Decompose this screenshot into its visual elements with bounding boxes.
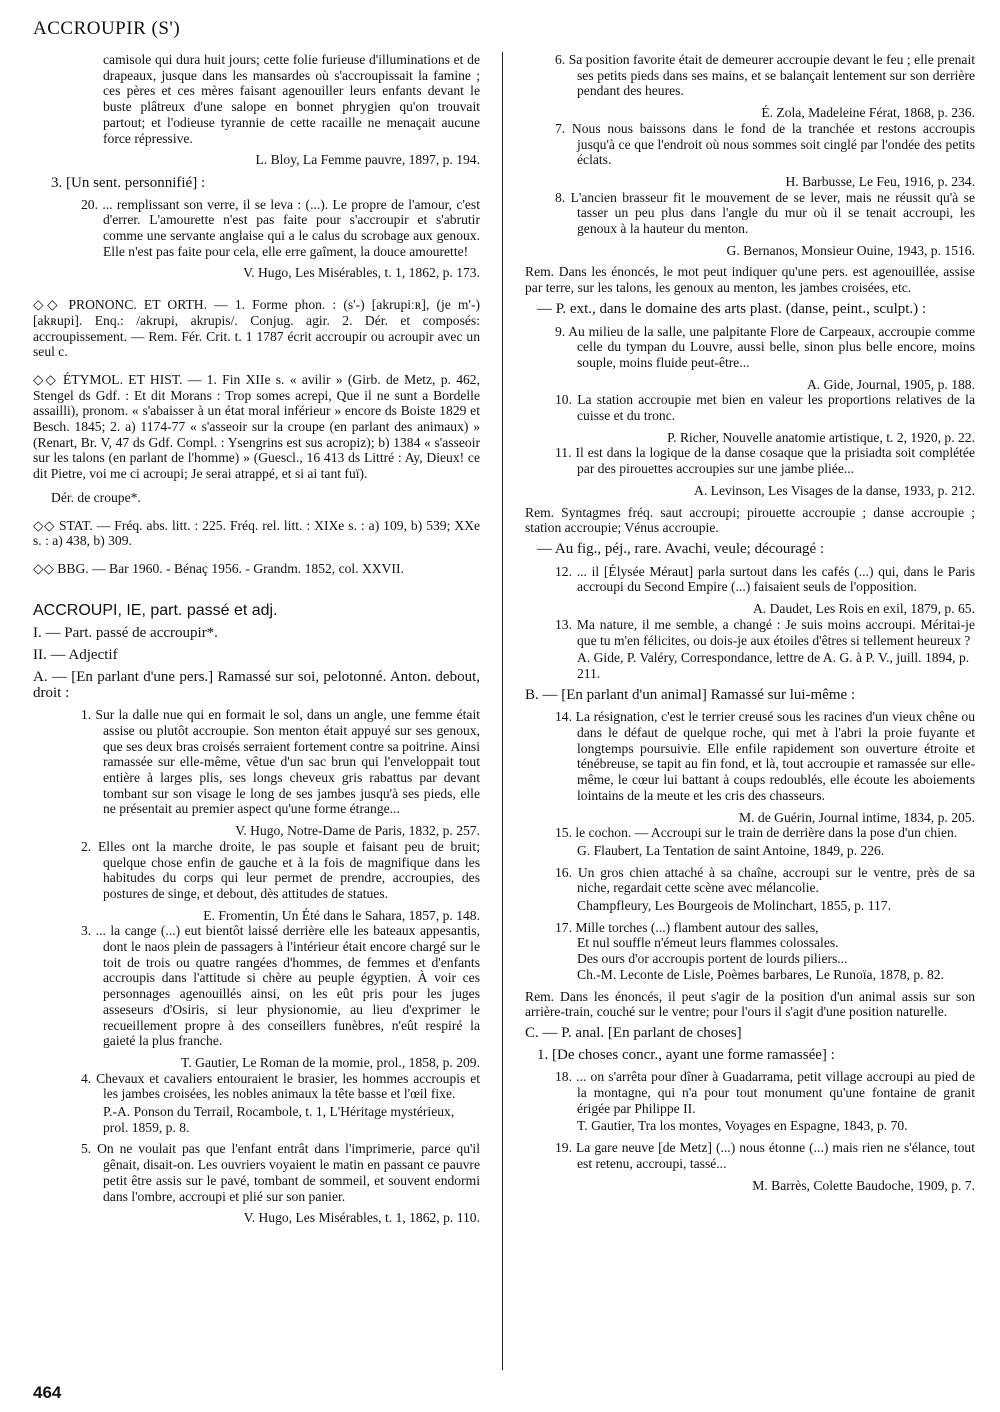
quote-source: E. Fromentin, Un Été dans le Sahara, 1857, p. 148. [203, 907, 480, 923]
stat-section: ◇◇ STAT. — Fréq. abs. litt. : 225. Fréq. rel. litt. : XIXe s. : a) 109, b) 539; XXe s. : a) 438, b) 309. [33, 517, 480, 549]
quote-source: A. Daudet, Les Rois en exil, 1879, p. 65. [752, 601, 975, 617]
quote-text: le cochon. — Accroupi sur le train de derrière dans la pose d'un chien. [575, 825, 958, 841]
remark: Rem. Dans les énoncés, il peut s'agir de la position d'un animal assis sur son arrière-train, couché sur le ventre; pour l'ours il s'agit d'une position naturelle. [525, 988, 975, 1020]
quote-10: 10. La station accroupie met bien en valeur les proportions relatives de la cuisse et du tronc. [555, 392, 975, 424]
ext-heading: — P. ext., dans le domaine des arts plast. (danse, peint., sculpt.) : [537, 300, 927, 317]
quote-13: 13. Ma nature, il me semble, a changé : Je suis moins accroupi. Méritai-je que tu m'en félicites, ou dois-je aux étoiles d'êtres si tellement heureux ? [555, 616, 975, 648]
page-header-title: ACCROUPIR (S') [33, 18, 181, 39]
quote-source: T. Gautier, Le Roman de la momie, prol., 1858, p. 209. [181, 1054, 480, 1070]
quote-number: 20. [81, 196, 98, 212]
quote-20 [33, 197, 480, 260]
quote-source: A. Gide, Journal, 1905, p. 188. [806, 376, 975, 392]
column-divider [502, 52, 503, 1370]
verse-line: Mille torches (...) flambent autour des salles, [575, 919, 819, 935]
quote-source: V. Hugo, Les Misérables, t. 1, 1862, p. 110. [243, 1210, 480, 1226]
quote-text: ... on s'arrêta pour dîner à Guadarrama, petit village accroupi au pied de la montagne, qui n'a pour tout monument qu'une fontaine de granit érigée par Philippe II. [576, 1069, 975, 1116]
level-A: A. — [En parlant d'une pers.] Ramassé sur soi, pelotonné. Anton. debout, droit : [33, 668, 480, 701]
remark: Rem. Syntagmes fréq. saut accroupi; pirouette accroupie ; danse accroupie ; station accroupie; Vénus accroupie. [525, 504, 975, 536]
left-column [33, 52, 480, 1226]
quote-16: 16. Un gros chien attaché à sa chaîne, accroupi sur le ventre, près de sa niche, regardait cette scène avec mélancolie. [555, 864, 975, 896]
quote-15: 15. le cochon. — Accroupi sur le train de derrière dans la pose d'un chien. [555, 825, 958, 841]
quote-source: G. Flaubert, La Tentation de saint Antoine, 1849, p. 226. [577, 842, 885, 858]
quote-2: 2. Elles ont la marche droite, le pas souple et faisant peu de bruit; quelque chose enfin de gauche et à la fois de magnifique dans les habitudes du corps qui leur permet de prendre, accroupies, des postures de singe, et debout, dès attitudes de statues. [81, 838, 480, 901]
quote-source: Ch.-M. Leconte de Lisle, Poèmes barbares, Le Runoïa, 1878, p. 82. [577, 966, 944, 982]
verse-line: Des ours d'or accroupis portent de lourds piliers... [577, 951, 848, 967]
quote-3: 3. ... la cange (...) eut bientôt laissé derrière elle les bateaux appesantis, dont le naos plein de passagers à l'intérieur était encore chargé sur le toit de trois ou quatre rangées d'hommes, de femmes et d'enfants accroupis dans l'attitude si chère au peuple égyptien. À voir ces personnages agenouillés ainsi, on les eût pris pour les juges asseseurs d'Osiris, si leur physionomie, au lieu d'exprimer le recueillement propre à des conseillers funèbres, n'eût respiré la gaieté la plus franche. [81, 923, 480, 1049]
quote-source: V. Hugo, Notre-Dame de Paris, 1832, p. 257. [235, 823, 480, 839]
quote-11: 11. Il est dans la logique de la danse cosaque que la prisiadta soit complétée par des pirouettes accroupies sur une jambe pliée... [555, 445, 975, 477]
right-column [525, 52, 975, 1193]
quote-7: 7. Nous nous baissons dans le fond de la tranchée et restons accroupis jusqu'à ce que l'endroit où nous sommes soit cinglé par l'ondée des petits éclats. [555, 120, 975, 168]
quote-source: V. Hugo, Les Misérables, t. 1, 1862, p. 173. [243, 265, 480, 281]
quote-text: Elles ont la marche droite, le pas souple et faisant peu de bruit; quelque chose enfin de gauche et à la fois de magnifique dans les habitudes du corps qui leur permet de prendre, accroupies, des postures de singe, et debout, dès attitudes de statues. [97, 838, 480, 901]
quote-5: 5. On ne voulait pas que l'enfant entrât dans l'imprimerie, parce qu'il gênait, disait-on. Les ouvriers voyaient le matin en passant ce pauvre petit être assis sur le pavé, tombant de sommeil, et souvent endormi dans l'ombre, accroupi et plié sur son panier. [81, 1141, 480, 1204]
quote-source: L. Bloy, La Femme pauvre, 1897, p. 194. [255, 152, 480, 168]
quote-text: ... la cange (...) eut bientôt laissé derrière elle les bateaux appesantis, dont le naos plein de passagers à l'intérieur était encore chargé sur le toit de trois ou quatre rangées d'hommes, de femmes et d'enfants accroupis dans l'attitude si chère au peuple égyptien. À voir ces personnages agenouillés ainsi, on les eût pris pour les juges asseseurs d'Osiris, si leur physionomie, au lieu d'exprimer le recueillement propre à des conseillers funèbres, n'eût respiré la gaieté la plus franche. [95, 923, 480, 1049]
fig-heading: — Au fig., péj., rare. Avachi, veule; découragé : [537, 540, 825, 557]
quote-text: Sa position favorite était de demeurer accroupie devant le feu ; elle prenait ses petits pieds dans ses mains, et se balançait lentement sur son derrière pendant des heures. [568, 52, 975, 99]
prononc-section: ◇◇ PRONONC. ET ORTH. — 1. Forme phon. : (s'-) [akrupiːʀ], (je m'-) [akʀupi]. Enq.: /akrupi, akrupis/. Conjug. agir. 2. Dér. et composés: accroupissement. — Rem. Fér. Crit. t. 1 1787 écrit accroupir ou acroupir avec un seul c. [33, 297, 480, 360]
quote-source: P. Richer, Nouvelle anatomie artistique, t. 2, 1920, p. 22. [667, 429, 975, 445]
verse-line: Et nul souffle n'émeut leurs flammes colossales. [577, 935, 839, 951]
quote-source: H. Barbusse, Le Feu, 1916, p. 234. [785, 173, 975, 189]
quote-18: 18. ... on s'arrêta pour dîner à Guadarrama, petit village accroupi au pied de la montagne, qui n'a pour tout monument qu'une fontaine de granit érigée par Philippe II. [555, 1069, 975, 1116]
quote-source: G. Bernanos, Monsieur Ouine, 1943, p. 1516. [726, 242, 975, 258]
entry-headword: ACCROUPI, IE, part. passé et adj. [33, 601, 278, 619]
quote-text: Nous nous baissons dans le fond de la tranchée et restons accroupis jusqu'à ce que l'endroit où nous sommes soit cinglé par l'ondée des petits éclats. [571, 120, 975, 168]
quote-6: 6. Sa position favorite était de demeurer accroupie devant le feu ; elle prenait ses petits pieds dans ses mains, et se balançait lentement sur son derrière pendant des heures. [555, 52, 975, 99]
quote-text: Il est dans la logique de la danse cosaque que la prisiadta soit complétée par des pirouettes accroupies sur une jambe pliée... [575, 445, 975, 477]
quote-8: 8. L'ancien brasseur fit le mouvement de se lever, mais ne réussit qu'à se tasser un peu plus dans l'angle du mur où il se tenait accroupi, les genoux à la hauteur du menton. [555, 189, 975, 237]
quote-source: T. Gautier, Tra los montes, Voyages en Espagne, 1843, p. 70. [577, 1118, 908, 1134]
level-B: B. — [En parlant d'un animal] Ramassé sur lui-même : [525, 686, 856, 703]
subsection-heading: 3. [Un sent. personnifié] : [51, 174, 206, 191]
quote-text: Au milieu de la salle, une palpitante Flore de Carpeaux, accroupie comme celle du tympan du Louvre, aussi belle, sinon plus belle encore, moins souple, moins fluide peut-être... [568, 323, 975, 370]
quote-text: ... remplissant son verre, il se leva : (...). Le propre de l'amour, c'est d'errer. L'amourette n'est pas faite pour s'accroupir et s'abrutir comme une servante anglaise qui a le calus du scrobage aux genoux. Elle n'est pas faite pour cela, elle erre gaîment, la douce amourette! [102, 196, 480, 259]
level-I: I. — Part. passé de accroupir*. [33, 625, 218, 642]
quote-17: 17. Mille torches (...) flambent autour des salles, Et nul souffle n'émeut leurs flammes colossales. Des ours d'or accroupis portent de lourds piliers... [525, 920, 975, 967]
quote-text: La station accroupie met bien en valeur les proportions relatives de la cuisse et du tronc. [577, 392, 975, 424]
subsection-C1: 1. [De choses concr., ayant une forme ramassée] : [537, 1046, 835, 1063]
quote-source: M. Barrès, Colette Baudoche, 1909, p. 7. [752, 1177, 975, 1193]
remark: Rem. Dans les énoncés, le mot peut indiquer qu'une pers. est agenouillée, assise par terre, sur les talons, les genoux au menton, les jambes croisées, etc. [525, 264, 975, 296]
quote-source: É. Zola, Madeleine Férat, 1868, p. 236. [761, 105, 975, 121]
quote-1: 1. Sur la dalle nue qui en formait le sol, dans un angle, une femme était assise ou plutôt accroupie. Son menton était appuyé sur ses genoux, que ses deux bras croisés serraient fortement contre sa poitrine. Ainsi ramassée sur elle-même, vêtue d'un sac brun qui l'enveloppait tout entière à larges plis, ses longs cheveux gris rabattus par devant tombant sur son visage le long de ses jambes jusqu'à ses pieds, elle ne présentait au premier aspect qu'une forme étrange... [81, 707, 480, 817]
quote-19: 19. La gare neuve [de Metz] (...) nous étonne (...) mais rien ne s'élance, tout est retenu, accroupi, tassé... [555, 1140, 975, 1171]
quote-text: La résignation, c'est le terrier creusé sous les racines d'un vieux chêne ou dans le défaut de quelque roche, qui met à l'abri la proie fuyante et longtemps poursuivie. Elle enfile rapidement son ouverture étroite et ténébreuse, se tapit au fin fond, et là, tout accroupie et ramassée sur elle-même, le cœur lui battant à coups redoublés, elle écoute les aboiements lointains de la meute et les cris des chasseurs. [575, 709, 975, 803]
quote-continued: camisole qui dura huit jours; cette folie furieuse d'illuminations et de drapeaux, jusque dans les mansardes où s'accroupissait la famine ; ces pères et ces mères faisant agenouiller leurs enfants devant le buste plâtreux d'une salope en bonnet phrygien qu'on trouvait partout; et l'odieuse tyrannie de cette racaille ne menaçait aucune force répressive. [103, 52, 480, 146]
quote-text: L'ancien brasseur fit le mouvement de se lever, mais ne réussit qu'à se tasser un peu plus dans l'angle du mur où il se tenait accroupi, les genoux à la hauteur du menton. [570, 189, 975, 237]
level-C: C. — P. anal. [En parlant de choses] [525, 1024, 742, 1041]
quote-14: 14. La résignation, c'est le terrier creusé sous les racines d'un vieux chêne ou dans le défaut de quelque roche, qui met à l'abri la proie fuyante et longtemps poursuivie. Elle enfile rapidement son ouverture étroite et ténébreuse, se tapit au fin fond, et là, tout accroupie et ramassée sur elle-même, le cœur lui battant à coups redoublés, elle écoute les aboiements lointains de la meute et les cris des chasseurs. [555, 709, 975, 803]
quote-source: Champfleury, Les Bourgeois de Molinchart, 1855, p. 117. [577, 898, 891, 914]
level-II: II. — Adjectif [33, 647, 118, 664]
quote-text: Chevaux et cavaliers entouraient le brasier, les hommes accroupis et les jambes croisées, les nobles animaux la tête basse et l'œil fixe. [96, 1070, 481, 1102]
quote-9: 9. Au milieu de la salle, une palpitante Flore de Carpeaux, accroupie comme celle du tympan du Louvre, aussi belle, sinon plus belle encore, moins souple, moins fluide peut-être... [555, 323, 975, 370]
quote-source: A. Levinson, Les Visages de la danse, 1933, p. 212. [694, 482, 975, 498]
quote-source: M. de Guérin, Journal intime, 1834, p. 205. [739, 809, 975, 825]
quote-text: La gare neuve [de Metz] (...) nous étonne (...) mais rien ne s'élance, tout est retenu, accroupi, tassé... [576, 1140, 975, 1171]
quote-text: Un gros chien attaché à sa chaîne, accroupi sur le ventre, près de sa niche, regardait cette scène avec mélancolie. [577, 864, 975, 896]
etymol-section: ◇◇ ÉTYMOL. ET HIST. — 1. Fin XIIe s. « avilir » (Girb. de Metz, p. 462, Stengel ds Gdf. : Et dit Morans : Trop somes acrepi, Que il ne sunt a Bordelle assailli), pronom. « s'abaisser à un état moral inférieur » encore ds Boiste 1829 et Besch. 1845; 2. a) 1174-77 « s'asseoir sur la croupe (en parlant des animaux) » (Renart, Br. V, 47 ds Gdf. Compl. : Ysengrins est sus acropiz); b) 1384 « s'asseoir sur les talons (en parlant de l'homme) » (Guescl., 16 413 ds Littré : Ay, Dieux! ce dit Pietre, voi me ci acroupi; Je serai atrappé, et si ai tant fuï). [33, 371, 480, 482]
bbg-section: ◇◇ BBG. — Bar 1960. - Bénaç 1956. - Grandm. 1852, col. XXVII. [33, 560, 404, 576]
page-number: 464 [33, 1383, 62, 1402]
quote-text: On ne voulait pas que l'enfant entrât dans l'imprimerie, parce qu'il gênait, disait-on. Les ouvriers voyaient le matin en passant ce pauvre petit être assis sur le pavé, tombant de sommeil, et souvent endormi dans l'ombre, accroupi et plié sur son panier. [97, 1141, 480, 1204]
quote-text: Ma nature, il me semble, a changé : Je suis moins accroupi. Méritai-je que tu m'en félicites, ou dois-je aux étoiles d'êtres si tellement heureux ? [576, 616, 975, 648]
quote-12: 12. ... il [Élysée Méraut] parla surtout dans les cafés (...) qui, dans le Paris accroupi du Second Empire (...) faisaient seuls de l'opposition. [555, 563, 975, 595]
derivation-note: Dér. de croupe*. [51, 489, 141, 505]
quote-4: 4. Chevaux et cavaliers entouraient le brasier, les hommes accroupis et les jambes croisées, les nobles animaux la tête basse et l'œil fixe. [81, 1070, 481, 1102]
quote-text: ... il [Élysée Méraut] parla surtout dans les cafés (...) qui, dans le Paris accroupi du Second Empire (...) faisaient seuls de l'opposition. [576, 563, 975, 595]
quote-source: P.-A. Ponson du Terrail, Rocambole, t. 1, L'Héritage mystérieux, prol. 1859, p. 8. [103, 1104, 455, 1135]
quote-text: Sur la dalle nue qui en formait le sol, dans un angle, une femme était assise ou plutôt accroupie. Son menton était appuyé sur ses genoux, que ses deux bras croisés serraient fortement contre sa poitrine. Ainsi ramassée sur elle-même, vêtue d'un sac brun qui l'enveloppait tout entière à larges plis, ses longs cheveux gris rabattus par devant tombant sur son visage le long de ses jambes jusqu'à ses pieds, elle ne présentait au premier aspect qu'une forme étrange... [95, 707, 480, 817]
quote-source: A. Gide, P. Valéry, Correspondance, lettre de A. G. à P. V., juill. 1894, p. 211. [577, 650, 970, 681]
